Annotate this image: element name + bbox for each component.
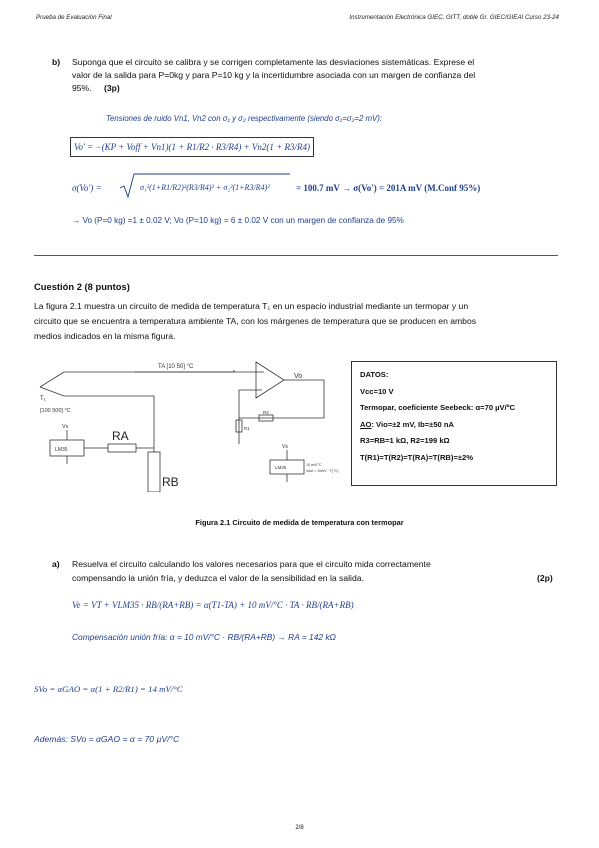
- part-b-text-2: valor de la salida para P=0kg y para P=10 kg y la incertidumbre asociada con un margen de confianza del: [72, 70, 476, 80]
- page-number: 2/8: [295, 825, 304, 831]
- r1-label: R1: [244, 426, 250, 431]
- svg-text:σ₁²(1+R1/R2)²(R3/R4)² + σ₂²(1+: σ₁²(1+R1/R2)²(R3/R4)² + σ₂²(1+R3/R4)²: [140, 183, 270, 192]
- lm35-2-label: LM35: [275, 465, 287, 470]
- header-course-info: Instrumentación Electrónica GIEC, GITT, doble Gr. GIEC/GIEAI Curso 23-24: [349, 14, 559, 21]
- part-b-text-1: Suponga que el circuito se calibra y se corrigen completamente las desviaciones sistemáticas. Exprese el: [72, 57, 475, 67]
- part-b-label: b): [52, 57, 61, 67]
- part-b-text-3-span: 95%.: [72, 83, 92, 93]
- vs2-label: Vs: [282, 444, 288, 450]
- rb-label: RB: [162, 475, 179, 489]
- vo-label: Vo: [294, 373, 303, 380]
- equation-sigma-result: = 100.7 mV → σ(Vo') = 201A mV (M.Conf 95%): [296, 183, 481, 193]
- question-2-text-3: medios indicados en la misma figura.: [34, 331, 176, 341]
- t1-range-label: [100 500] °C: [40, 408, 71, 414]
- lm35-note-2: Vout = 10mV · T(°C): [306, 469, 339, 473]
- lm35-1-label: LM35: [55, 447, 68, 453]
- question-2-title: Cuestión 2 (8 puntos): [34, 281, 130, 292]
- part-a-text-1: Resuelva el circuito calculando los valores necesarios para que el circuito mida correctamente: [72, 559, 431, 569]
- equation-ve: Ve = VT + VLM35 · RB/(RA+RB) = α(T1-TA) + 10 mV/°C · TA · RB/(RA+RB): [72, 600, 354, 610]
- equation-vo-noise: Vo' = −(KP + Voff + Vn1)(1 + R1/R2 · R3/R4) + Vn2(1 + R3/R4): [70, 137, 314, 157]
- datos-tolerance: T(R1)=T(R2)=T(RA)=T(RB)=±2%: [360, 452, 474, 462]
- equation-cold-junction: Compensación unión fría: α = 10 mV/°C · RB/(RA+RB) → RA = 142 kΩ: [72, 632, 336, 642]
- part-a-label: a): [52, 559, 60, 569]
- datos-ao-label: AO: [360, 419, 372, 429]
- lm35-note-1: 10 mV/°C: [306, 463, 322, 467]
- r2-label: R2: [263, 410, 269, 415]
- part-b-text-3: [72, 82, 120, 95]
- datos-vcc: Vcc=10 V: [360, 386, 394, 396]
- datos-title: DATOS:: [360, 370, 389, 379]
- datos-termopar: Termopar, coeficiente Seebeck: α=70 µV/ºC: [360, 403, 515, 412]
- circuit-diagram: [34, 352, 348, 492]
- part-a-text-2: compensando la unión fría, y deduzca el valor de la sensibilidad en la salida.: [72, 573, 364, 583]
- section-divider: [34, 255, 558, 256]
- ta-range-label: TA [10 50] °C: [158, 364, 194, 370]
- noise-note: Tensiones de ruido Vn1, Vn2 con σ₁ y σ₂ respectivamente (siendo σ₁=σ₂=2 mV):: [106, 114, 382, 123]
- t1-label: T₁: [40, 396, 46, 402]
- part-a-points: (2p): [537, 573, 553, 583]
- datos-resistors: R3=RB=1 kΩ, R2=199 kΩ: [360, 436, 450, 445]
- ra-label: RA: [112, 429, 129, 443]
- datos-ao-line: [360, 417, 548, 434]
- part-b-answer: → Vo (P=0 kg) =1 ± 0.02 V; Vo (P=10 kg) = 6 ± 0.02 V con un margen de confianza de 95%: [72, 216, 404, 225]
- datos-box: [351, 361, 557, 486]
- part-b-points: (3p): [103, 83, 120, 93]
- sqrt-expression: [118, 172, 293, 200]
- header-course-title: Prueba de Evaluación Final: [36, 14, 112, 21]
- question-2-text-2: circuito que se encuentra a temperatura ambiente TA, con los márgenes de temperatura que se producen en ambos: [34, 316, 477, 326]
- question-2-text-1: La figura 2.1 muestra un circuito de medida de temperatura T₁ en un espacio industrial mediante un termopar y un: [34, 301, 469, 311]
- vs1-label: Vs: [62, 424, 69, 430]
- equation-sigma-lhs: σ(Vo') =: [72, 183, 102, 193]
- datos-ao-values: : Vio=±2 mV, Ib=±50 nA: [371, 419, 455, 429]
- figure-caption: Figura 2.1 Circuito de medida de temperatura con termopar: [195, 518, 404, 527]
- equation-sensitivity: SVo = αGAO = α(1 + R2/R1) = 14 mV/°C: [34, 684, 183, 694]
- equation-sensitivity-alt: Además: SVo = αGAO = α = 70 µV/°C: [34, 734, 180, 744]
